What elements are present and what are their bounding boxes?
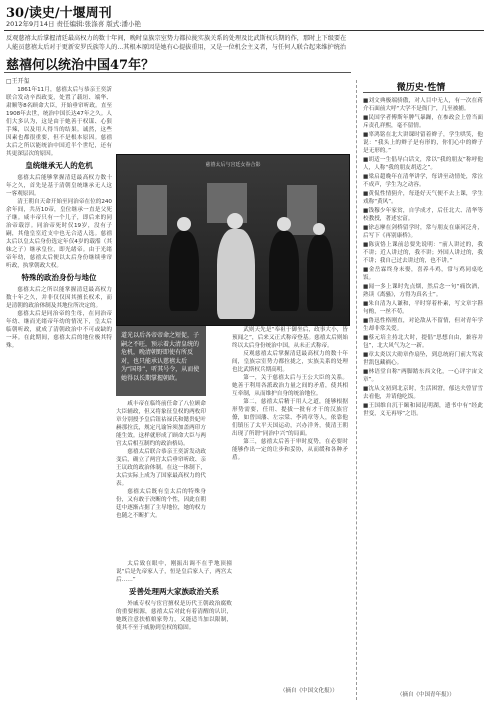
paragraph: 慈禧太后能够掌握清廷最高权力数十年之久，首先是基于清朝皇统继承无人这一客观原因。 [6,175,112,197]
section-subhead: 皇统继承无人的危机 [25,161,93,170]
paragraph: 慈禧太后是同治帝的生母，在同治帝年幼、继而光绪帝年幼的情况下，皇太后临朝听政，就成了清朝政治中不可或缺的一环。在此期间，慈禧太后的地位极其特殊。 [6,311,112,349]
paragraph: 第一，关于慈禧太后与王公大臣的关系。她善于利用各派政治力量之间的矛盾，使其相互牵制，从而维护自身的统治地位。 [232,375,348,397]
sidebar-micro-history [356,80,485,700]
article-headline: 慈禧何以统治中国47年？ [6,58,155,73]
list-item: ■鲁迅性格刚直，对论敌从不留情，但对青年学生却非常关爱。 [363,318,483,332]
issue-date: 2012年9月14日 责任编辑:张涤喜 版式:潘小艳 [6,20,141,28]
article-source: （摘自《中国文化报》） [280,688,338,694]
paragraph: 慈禧太后之所以能掌握清廷最高权力数十年之久，并非仅仅因其擅长权术，而是清朝的政治体制及其地位所决定的。 [6,287,112,309]
paragraph: 第三，慈禧太后善于审时度势，在必要时能够作出一定的让步和妥协，从而缓和各种矛盾。 [232,439,348,461]
paragraph: 太后致在眼中，刚振出调不在乎地顶撞说“后是先帝家人子，恒是皇后家人子，两宫太后……” [116,561,232,583]
article-byline: □王开玺 [6,78,30,85]
headline-divider [4,72,351,73]
article-column-3 [232,326,348,698]
paragraph: 武则天先是“奉祖于御坐后，政事大小，皆预闻之”，后来又正式称帝登基。慈禧太后则始终以太后身份统治中国，从未正式称帝。 [232,327,348,349]
section-subhead: 特殊的政治身份与地位 [21,273,97,282]
list-item: ■王国维自沉于颐和园昆明湖，遗书中有“经此世变，义无再辱”之语。 [363,403,483,417]
paragraph: 外戚专权与宦官擅权是历代王朝政治腐败的重要根源，慈禧太后对此有着清醒的认识，她既注意扶植娘家势力，又能适当加以限制，使其不至于威胁到皇权的稳固。 [116,601,232,631]
paragraph: 慈禧太后既有皇太后的特殊身份，又有敢于决断的个性，因此在朝廷中逐渐占据了主导地位，她的权力也随之不断扩大。 [116,489,206,519]
article-column-1 [6,86,112,698]
paragraph: 清王朝自天命开始至同治帝在位的240余年间，共历10帝，皇位继承一直是父死子继。咸丰帝只有一个儿子，即后来的同治帝载淳。同治帝死时仅19岁，没有子嗣，其他皇室近支中也无合适人选。慈禧太后以皇太后身份选定年仅4岁的载湉（其妹之子）继承皇位，即光绪帝。由于光绪帝年幼，慈禧太后便以太后身份继续垂帘听政，执掌朝政大权。 [6,199,112,269]
list-item: ■陈寅恪上课前总要先说明：“前人讲过的，我不讲；近人讲过的，我不讲；外国人讲过的，我不讲；我自己过去讲过的，也不讲。” [363,242,483,264]
list-item: ■沈从文初到北京时，生活困窘，郁达夫曾冒雪去看他，并请他吃饭。 [363,386,483,400]
list-item: ■章太炎以大勋章作扇坠，到总统府门前大骂袁世凯包藏祸心。 [363,352,483,366]
section-subhead: 妥善处理两大家族政治关系 [129,587,219,596]
list-item: ■徐志摩在剑桥留学时，常与朋友在康河泛舟，后写下《再别康桥》。 [363,225,483,239]
list-item: ■钱穆少年家贫，自学成才，后任北大、清华等校教授，著述宏富。 [363,208,483,222]
list-item: ■黄侃性情狷介，每逢好天气便不去上课，学生戏称“黄风”。 [363,191,483,205]
sidebar-title: 微历史·性情 [396,83,446,93]
paragraph: 慈禧太后联合恭亲王奕訢发动政变后，确立了两宫太后垂帘听政、亲王议政的政治体制。在这一体制下，太后实际上成为了国家最高权力的代表。 [116,449,206,487]
pull-quote: 道光以后各帝帝命之短促，子嗣之不旺，预示着大清皇统的危机，晚清朝野即使有所反对，也只能承认慈禧太后为“国母”，听其号令，从而使她得以长期掌握朝政。 [116,326,206,396]
paragraph: 1861年11月，慈禧太后与恭亲王奕訢联合发动辛酉政变，处置了载垣、端华、肃顺等8名顾命大臣，开始垂帘听政。直至1908年去世，统治中国长达47年之久。人们大多认为，这是由于她善于权谋、心狠手辣，以及用人得当的结果。诚然，这些因素也都很重要，但不是根本原因。慈禧太后之所以能统治中国近半个世纪，还有其更深层次的原因。 [6,87,112,157]
section-title: 30/读史/十堰周刊 [6,6,112,21]
sidebar-divider [363,92,481,93]
sidebar-body [363,97,483,687]
article-intro: 反观慈禧太后掌握清廷最高权力的数十年间，晚时皇族宗室势力都拉拢实族关系的处理及比武斯权兵期的作，那时上下级要在人能员慈禧太后对于更新安罗氏族等人的...其根本原因是她有心提拔重用，又是一位机会主义者，与任何人联合起来维护统治 [6,35,347,51]
photo-caption: 慈禧太后与宫廷女眷合影 [205,162,261,168]
list-item: ■刘文典极端骄傲，对人目中无人，有一次在蒋介石面前大呼“大学不是衙门”，几至被捕。 [363,98,483,112]
list-item: ■金岳霖终身未娶，喜养斗鸡，常与鸡同桌吃饭。 [363,267,483,281]
list-item: ■辜鸿铭在北大讲课时留着辫子，学生哄笑，他说：“我头上的辫子是有形的，你们心中的辫子是无形的。” [363,132,483,154]
list-item: ■朱自清为人谦和，平时穿着朴素，写文章字斟句酌，一丝不苟。 [363,301,483,315]
page-header [4,2,484,32]
paragraph: 咸丰帝在临终前任命了八位顾命大臣辅政，但又将象征皇权的两枚印章分别授予皇后钮祜禄氏和懿贵妃叶赫那拉氏，规定凡谕旨须加盖两印方能生效。这样就形成了顾命大臣与两宫太后相互制约的政治格局。 [116,401,206,447]
list-item: ■胡适一生倡导白话文，常以“我的朋友”称呼他人，人称“我的朋友胡适之”。 [363,157,483,171]
list-item: ■闻一多上课时先点烟，然后念一句“痛饮酒，熟读《离骚》，方得为真名士”。 [363,284,483,298]
article-column-4-body [116,560,232,700]
header-divider [4,30,484,31]
paragraph: 反观慈禧太后掌握清廷最高权力的数十年间，皇族宗室势力都拉拢之，实族关系的处理也比武斯权兵期高明。 [232,351,348,373]
list-item: ■蔡元培主持北大时，提倡“思想自由，兼容并包”，北大风气为之一新。 [363,335,483,349]
sidebar-source: （摘自《中国青年报》） [397,692,455,698]
list-item: ■梁启超晚年在清华讲学，每讲至动情处，常泣不成声，学生为之动容。 [363,174,483,188]
list-item: ■林语堂自称“两脚踏东西文化，一心评宇宙文章”。 [363,369,483,383]
historical-photo [116,154,350,326]
paragraph: 第二，慈禧太后精于用人之道，能够根据形势需要，任用、提拔一批有才干的汉族官僚，如曾国藩、左宗棠、李鸿章等人，依靠他们镇压了太平天国运动，兴办洋务，使清王朝出现了所谓“同治中兴”的局面。 [232,399,348,437]
list-item: ■民国学者傅斯年脾气暴躁，在参政会上曾当面斥责孔祥熙，毫不留情。 [363,115,483,129]
